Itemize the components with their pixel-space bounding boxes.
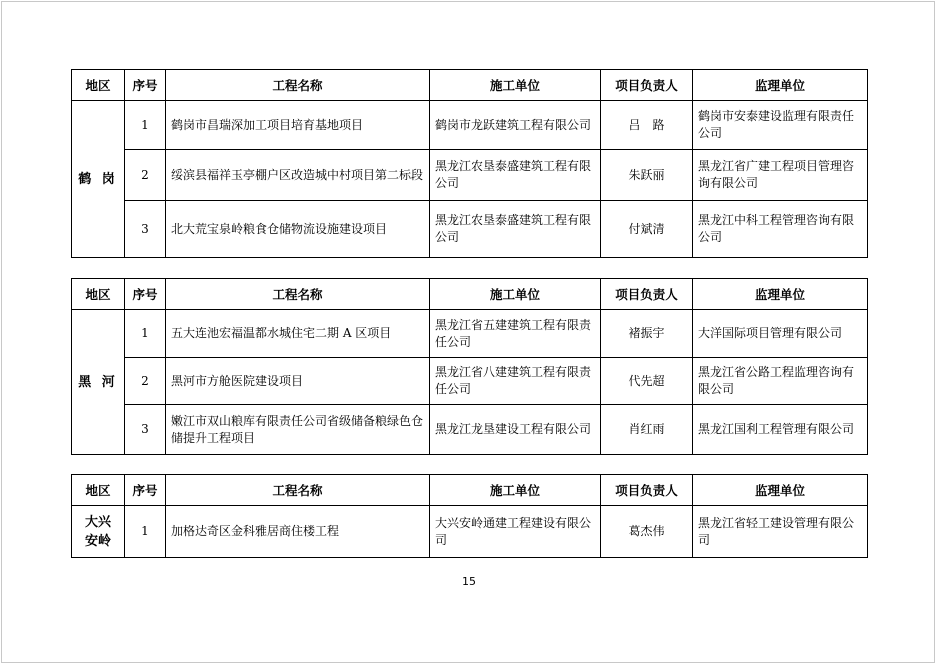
header-contractor: 施工单位 xyxy=(430,70,601,101)
project-table-hegang xyxy=(71,69,868,258)
manager-cell: 代先超 xyxy=(601,358,693,405)
supervisor-cell: 黑龙江中科工程管理咨询有限公司 xyxy=(693,201,868,258)
region-cell: 大兴 安岭 xyxy=(72,506,125,558)
contractor-cell: 黑龙江省八建建筑工程有限责任公司 xyxy=(430,358,601,405)
header-project: 工程名称 xyxy=(166,279,430,310)
supervisor-cell: 黑龙江省轻工建设管理有限公司 xyxy=(693,506,868,558)
header-region: 地区 xyxy=(72,475,125,506)
supervisor-cell: 黑龙江国利工程管理有限公司 xyxy=(693,405,868,455)
project-cell: 五大连池宏福温都水城住宅二期 A 区项目 xyxy=(166,310,430,358)
project-cell: 鹤岗市昌瑞深加工项目培育基地项目 xyxy=(166,101,430,150)
manager-cell: 付斌清 xyxy=(601,201,693,258)
contractor-cell: 大兴安岭通建工程建设有限公司 xyxy=(430,506,601,558)
seq-cell: 1 xyxy=(125,310,166,358)
supervisor-cell: 黑龙江省公路工程监理咨询有限公司 xyxy=(693,358,868,405)
manager-cell: 葛杰伟 xyxy=(601,506,693,558)
seq-cell: 2 xyxy=(125,358,166,405)
table-row xyxy=(72,310,868,358)
header-contractor: 施工单位 xyxy=(430,475,601,506)
project-cell: 加格达奇区金科雅居商住楼工程 xyxy=(166,506,430,558)
seq-cell: 3 xyxy=(125,405,166,455)
table-header-row xyxy=(72,279,868,310)
table-row xyxy=(72,358,868,405)
table-row xyxy=(72,101,868,150)
contractor-cell: 黑龙江农垦泰盛建筑工程有限公司 xyxy=(430,150,601,201)
table-row xyxy=(72,150,868,201)
header-contractor: 施工单位 xyxy=(430,279,601,310)
header-seq: 序号 xyxy=(125,475,166,506)
project-table-daxinganling xyxy=(71,474,868,558)
header-project: 工程名称 xyxy=(166,70,430,101)
manager-cell: 肖红雨 xyxy=(601,405,693,455)
contractor-cell: 黑龙江龙垦建设工程有限公司 xyxy=(430,405,601,455)
project-cell: 嫩江市双山粮库有限责任公司省级储备粮绿色仓储提升工程项目 xyxy=(166,405,430,455)
project-cell: 北大荒宝泉岭粮食仓储物流设施建设项目 xyxy=(166,201,430,258)
contractor-cell: 黑龙江省五建建筑工程有限责任公司 xyxy=(430,310,601,358)
page-number: 15 xyxy=(462,575,476,588)
region-cell: 鹤 岗 xyxy=(72,101,125,258)
manager-cell: 吕 路 xyxy=(601,101,693,150)
supervisor-cell: 鹤岗市安泰建设监理有限责任公司 xyxy=(693,101,868,150)
seq-cell: 1 xyxy=(125,506,166,558)
header-region: 地区 xyxy=(72,70,125,101)
header-seq: 序号 xyxy=(125,70,166,101)
table-header-row xyxy=(72,475,868,506)
header-manager: 项目负责人 xyxy=(601,475,693,506)
contractor-cell: 鹤岗市龙跃建筑工程有限公司 xyxy=(430,101,601,150)
seq-cell: 1 xyxy=(125,101,166,150)
project-cell: 绥滨县福祥玉亭棚户区改造城中村项目第二标段 xyxy=(166,150,430,201)
seq-cell: 2 xyxy=(125,150,166,201)
header-supervisor: 监理单位 xyxy=(693,279,868,310)
header-supervisor: 监理单位 xyxy=(693,475,868,506)
supervisor-cell: 黑龙江省广建工程项目管理咨询有限公司 xyxy=(693,150,868,201)
header-manager: 项目负责人 xyxy=(601,279,693,310)
header-seq: 序号 xyxy=(125,279,166,310)
table-row xyxy=(72,506,868,558)
header-supervisor: 监理单位 xyxy=(693,70,868,101)
table-header-row xyxy=(72,70,868,101)
seq-cell: 3 xyxy=(125,201,166,258)
contractor-cell: 黑龙江农垦泰盛建筑工程有限公司 xyxy=(430,201,601,258)
supervisor-cell: 大洋国际项目管理有限公司 xyxy=(693,310,868,358)
project-cell: 黑河市方舱医院建设项目 xyxy=(166,358,430,405)
header-manager: 项目负责人 xyxy=(601,70,693,101)
manager-cell: 褚振宇 xyxy=(601,310,693,358)
project-table-heihe xyxy=(71,278,868,455)
table-row xyxy=(72,201,868,258)
table-row xyxy=(72,405,868,455)
header-region: 地区 xyxy=(72,279,125,310)
region-cell: 黑 河 xyxy=(72,310,125,455)
header-project: 工程名称 xyxy=(166,475,430,506)
manager-cell: 朱跃丽 xyxy=(601,150,693,201)
